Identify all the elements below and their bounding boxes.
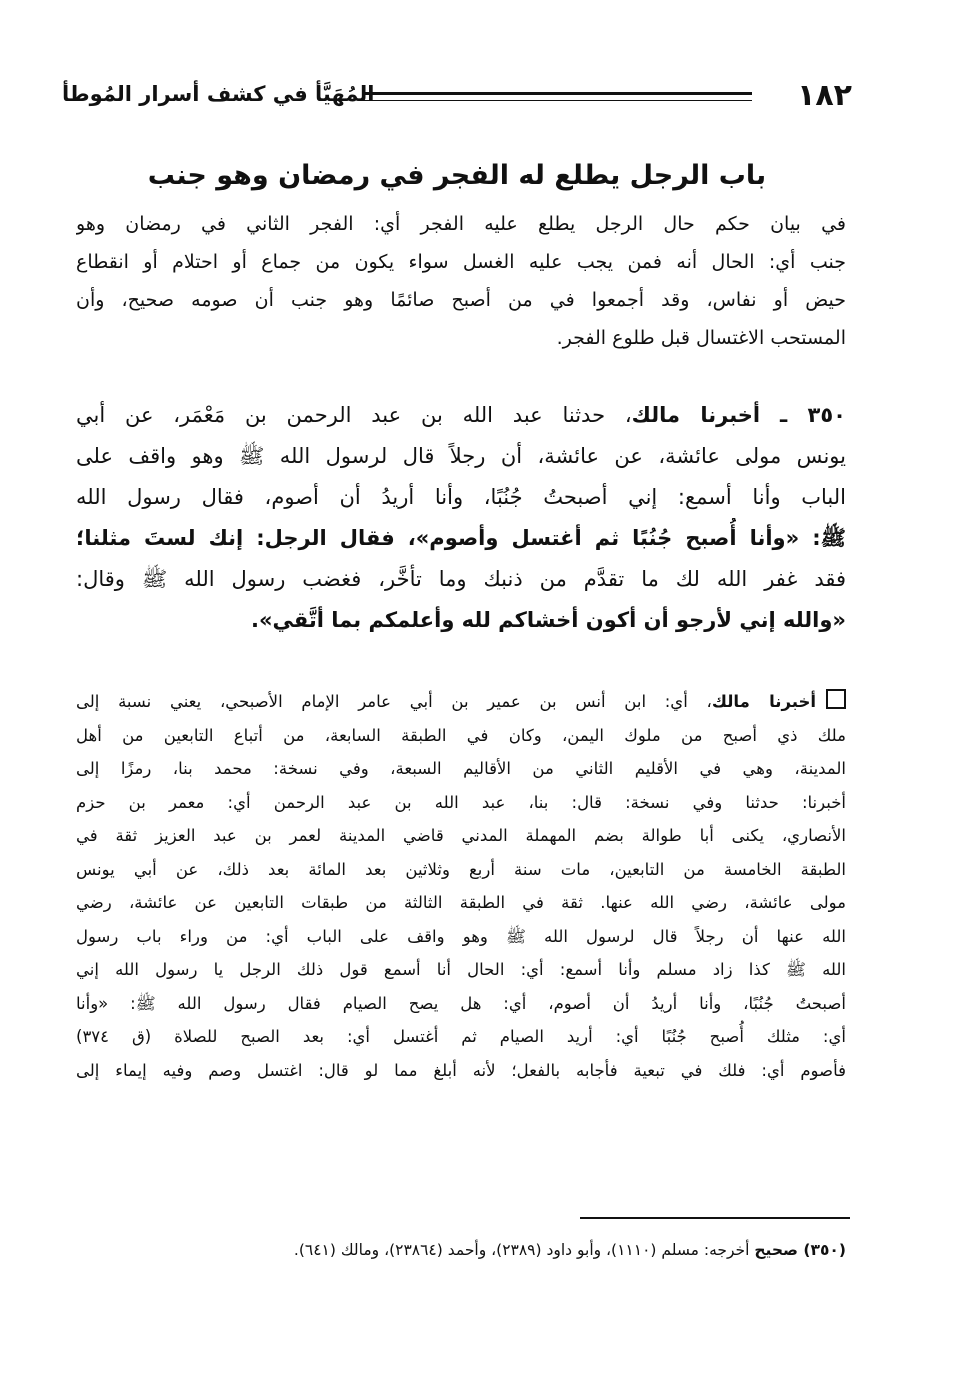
page-header [62,70,852,120]
hadith-lead: أخبرنا مالك [631,403,761,427]
commentary-lead: أخبرنا مالك [711,692,817,711]
hadith-line: فقد غفر الله لك ما تقدَّم من ذنبك وما تأخَّر، فغضب رسول الله ﷺ وقال: [76,567,846,591]
intro-line: حيض أو نفاس، وقد أجمعوا في من أصبح صائمًا وهو جنب أن صومه صحيح، وأن [76,289,846,311]
running-title: المُهَيَّأ في كشف أسرار المُوطأ [62,82,375,106]
intro-line: المستحب الاغتسال قبل طلوع الفجر. [556,327,846,349]
commentary-line: أخبرنا: حدثنا وفي نسخة: قال: بنا، عبد الله بن عبد الرحمن أي: معمر بن حزم [76,792,846,812]
commentary-line-text: ، أي: ابن أنس بن عمير بن أبي عامر الإمام الأصبحي، يعني نسبة إلى [76,692,712,711]
chapter-title: باب الرجل يطلع له الفجر في رمضان وهو جنب [147,160,767,191]
hadith-line: يونس مولى عائشة، عن عائشة، أن رجلاً قال لرسول الله ﷺ وهو واقف على [76,444,846,468]
footnote-text: أخرجه: مسلم (١١١٠)، وأبو داود (٢٣٨٩)، وأحمد (٢٣٨٦٤)، ومالك (٦٤١). [293,1241,755,1259]
hadith-text [76,395,846,641]
square-marker-icon [826,689,846,709]
commentary-line: الله عنها أن رجلاً قال لرسول الله ﷺ وهو واقف على الباب أي: من وراء باب رسول [76,926,846,946]
hadith-line: الباب وأنا أسمع: إني أصبحتُ جُنُبًا، وأنا أريدُ أن أصوم، فقال رسول الله [76,485,846,509]
commentary-line: ملك ذي أصبح من ملوك اليمن، وكان في الطبقة السابعة، من أتباع التابعين من أهل [76,725,846,745]
commentary-line: فأصوم أي: فلك في تبعية فأجابه بالفعل؛ لأنه أبلغ مما لو قال: اغتسل وصم وفيه إيماء إلى [76,1060,846,1080]
commentary-line: الله ﷺ كذا زاد مسلم وأنا أسمع: أي: الحال أنا أسمع قول ذلك الرجل يا رسول الله إني [76,960,846,979]
commentary-text [76,685,846,1087]
hadith-line: ﷺ: «وأنا أُصبح جُنُبًا ثم أغتسل وأصوم»، فقال الرجل: إنك لستَ مثلنا؛ [76,526,846,550]
hadith-line: «والله إني لأرجو أن أكون أخشاكم لله وأعلمكم بما أتَّقي». [250,608,846,632]
commentary-line: أصبحتُ جُنُبًا، وأنا أريدُ أن أصوم، أي: هل يصح الصيام فقال رسول الله ﷺ: «وأنا [76,993,846,1013]
header-rule [362,92,752,101]
footnote-lead: (٣٥٠) صحيح [754,1241,846,1259]
commentary-line: مولى عائشة، رضي الله عنها. ثقة في الطبقة الثالثة من طبقات التابعين عن عائشة، رضي [76,893,846,912]
commentary-line: الطبقة الخامسة من التابعين، مات سنة أربع وثلاثين بعد المائة بعد ذلك، عن أبي يونس [76,859,846,879]
intro-paragraph [76,205,846,357]
hadith-line [76,395,846,436]
footnote-rule [580,1217,850,1219]
hadith-number: ٣٥٠ ـ [779,403,846,427]
commentary-line: أي: مثلك أُصبح جُنُبًا أي: أريد الصيام ثم أغتسل أي: بعد الصبح للصلاة (ق ٣٧٤) [76,1027,846,1046]
intro-line: في بيان حكم حال الرجل يطلع عليه الفجر أي: الفجر الثاني في رمضان وهو [76,213,846,235]
commentary-line: الأنصاري، يكنى أبا طوالة بضم المهملة المدني قاضي المدينة لعمر بن عبد العزيز ثقة في [76,826,846,845]
page-number: ١٨٢ [797,78,852,113]
footnote [76,1236,846,1264]
commentary-line: المدينة، وهي في الأقليم الثاني من الأقاليم السبعة، وفي نسخة: محمد بنا، رمزًا إلى [76,759,846,778]
intro-line: جنب أي: الحال أنه فمن يجب عليه الغسل سواء يكون من جماع أو احتلام أو انقطاع [76,251,846,273]
hadith-line-text: ، حدثنا عبد الله بن عبد الرحمن بن مَعْمَر، عن أبي [76,403,632,427]
commentary-line [76,685,846,719]
